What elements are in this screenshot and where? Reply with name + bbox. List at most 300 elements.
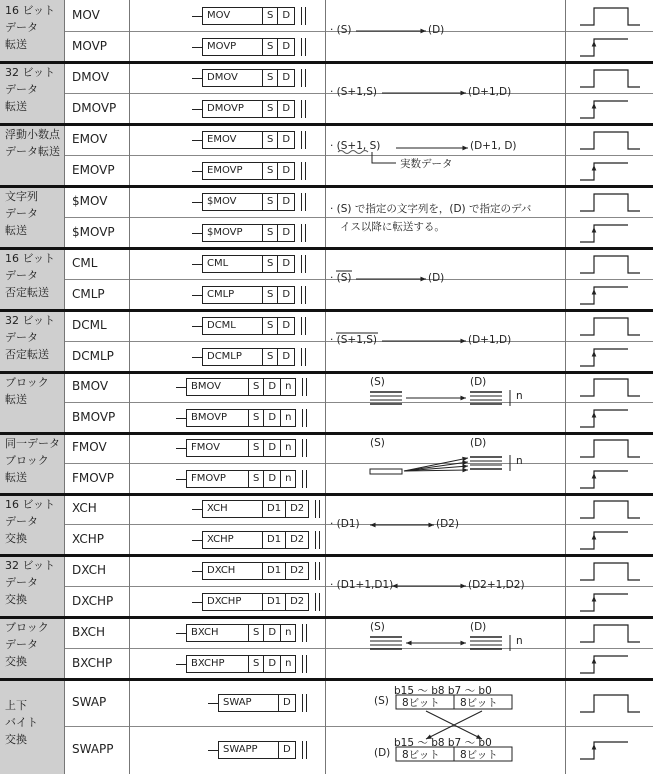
ladder-operand: S	[263, 101, 278, 117]
ladder-instruction-box	[202, 38, 295, 56]
ladder-symbol-cell	[130, 248, 326, 279]
real-data-note: 実数データ	[400, 158, 453, 170]
processing-cell	[326, 62, 566, 124]
category-cell	[0, 433, 65, 494]
ladder-instruction-box	[202, 531, 309, 549]
ladder-symbol	[192, 7, 306, 25]
ladder-operand: S	[263, 225, 278, 241]
ladder-symbol-cell	[130, 726, 326, 774]
instruction-name: XCH	[65, 494, 130, 524]
ladder-symbol-cell	[130, 62, 326, 93]
instruction-name: EMOVP	[65, 155, 130, 186]
source-label: · (S+1, S)	[330, 140, 381, 152]
execution-rising-edge-icon	[566, 279, 653, 310]
ladder-symbol-cell	[130, 186, 326, 217]
processing-diagram	[326, 186, 566, 248]
waveform-line	[580, 471, 628, 488]
swap-source-label: (S)	[374, 695, 389, 707]
ladder-symbol-cell	[130, 124, 326, 155]
ladder-symbol	[192, 317, 306, 335]
ladder-symbol	[192, 131, 306, 149]
ladder-end-bracket	[301, 255, 306, 273]
ladder-operand: S	[249, 440, 264, 456]
execution-always-on-icon	[566, 679, 653, 726]
destination-label: (D)	[428, 272, 445, 284]
ladder-operand: D1	[263, 594, 286, 610]
ladder-instruction-box	[202, 69, 295, 87]
waveform-line	[580, 256, 640, 273]
ladder-wire	[208, 703, 218, 704]
ladder-mnemonic: EMOVP	[203, 163, 263, 179]
ladder-symbol-cell	[130, 524, 326, 555]
high-byte-label: 8ビット	[402, 697, 440, 709]
execution-waveform	[566, 463, 653, 494]
count-label: n	[516, 635, 523, 647]
execution-waveform	[566, 726, 653, 774]
group-divider	[0, 493, 653, 496]
ladder-wire	[192, 78, 202, 79]
ladder-operand: D	[264, 471, 281, 487]
ladder-end-bracket	[301, 100, 306, 118]
ladder-wire	[192, 571, 202, 572]
instruction-name: DMOV	[65, 62, 130, 93]
ladder-operand: n	[285, 473, 292, 484]
destination-label: (D+1, D)	[470, 140, 517, 152]
ladder-operand: S	[263, 70, 278, 86]
instruction-name: XCHP	[65, 524, 130, 555]
ladder-mnemonic: DCMLP	[203, 349, 263, 365]
category-label: 否定転送	[5, 286, 49, 299]
execution-always-on-icon	[566, 617, 653, 648]
group-divider	[0, 185, 653, 188]
ladder-operand: D	[282, 351, 291, 362]
execution-waveform	[566, 433, 653, 463]
execution-always-on-icon	[566, 0, 653, 31]
instruction-name: DXCHP	[65, 586, 130, 617]
ladder-mnemonic: BMOV	[187, 379, 249, 395]
ladder-wire	[192, 140, 202, 141]
ladder-end-bracket	[301, 162, 306, 180]
bit-header-bottom: b15 〜 b8 b7 〜 b0	[394, 737, 492, 749]
waveform-line	[580, 501, 640, 518]
execution-waveform	[566, 0, 653, 31]
execution-rising-edge-icon	[566, 648, 653, 679]
rising-edge-arrow-head	[592, 473, 597, 479]
category-label: データ	[5, 207, 38, 220]
execution-rising-edge-icon	[566, 463, 653, 494]
category-label: データ	[5, 576, 38, 589]
execution-waveform	[566, 93, 653, 124]
ladder-operand: D1	[263, 501, 286, 517]
exchange-arrow-left-head	[406, 641, 412, 646]
ladder-instruction-box	[202, 224, 295, 242]
note-leader	[372, 152, 396, 163]
ladder-symbol	[176, 624, 307, 642]
instruction-name: DMOVP	[65, 93, 130, 124]
ladder-end-bracket	[301, 317, 306, 335]
ladder-operand: S	[249, 625, 264, 641]
destination-label: (D)	[470, 437, 487, 449]
ladder-operand: S	[249, 410, 264, 426]
ladder-wire	[192, 109, 202, 110]
ladder-wire	[192, 47, 202, 48]
destination-label: (D+1,D)	[468, 86, 512, 98]
ladder-mnemonic: XCH	[203, 501, 263, 517]
ladder-wire	[192, 264, 202, 265]
ladder-operand: D	[282, 289, 291, 300]
instruction-name: DXCH	[65, 555, 130, 586]
category-label: ブロック	[5, 376, 49, 389]
execution-always-on-icon	[566, 372, 653, 402]
group-divider	[0, 309, 653, 312]
execution-rising-edge-icon	[566, 524, 653, 555]
waveform-line	[580, 287, 628, 304]
category-cell	[0, 617, 65, 679]
rising-edge-arrow-head	[592, 412, 597, 418]
ladder-end-bracket	[315, 562, 320, 580]
ladder-end-bracket	[315, 593, 320, 611]
ladder-operand: D	[282, 320, 291, 331]
ladder-mnemonic: MOV	[203, 8, 263, 24]
waveform-line	[580, 132, 640, 149]
ladder-end-bracket	[301, 131, 306, 149]
source-label: · (S)	[330, 272, 352, 284]
execution-waveform	[566, 494, 653, 524]
category-label: 交換	[5, 655, 27, 668]
ladder-end-bracket	[302, 470, 307, 488]
ladder-operand: D	[264, 410, 281, 426]
ladder-end-bracket	[302, 655, 307, 673]
execution-waveform	[566, 310, 653, 341]
ladder-end-bracket	[301, 286, 306, 304]
ladder-instruction-box	[186, 624, 296, 642]
ladder-operand: S	[263, 318, 278, 334]
category-label: 浮動小数点	[5, 128, 60, 141]
category-label: 転送	[5, 100, 27, 113]
first-device-label: · (D1+1,D1)	[330, 579, 394, 591]
swap-dest-label: (D)	[374, 747, 391, 759]
ladder-symbol	[176, 409, 307, 427]
source-label: · (S)	[330, 24, 352, 36]
ladder-operand: D	[282, 258, 291, 269]
ladder-instruction-box	[202, 317, 295, 335]
rising-edge-arrow-head	[592, 658, 597, 664]
processing-cell	[326, 617, 566, 679]
source-cell	[370, 469, 402, 474]
category-label: 16 ビット	[5, 498, 56, 511]
execution-always-on-icon	[566, 248, 653, 279]
ladder-wire	[176, 387, 186, 388]
processing-cell	[326, 679, 566, 774]
bit-header-top: b15 〜 b8 b7 〜 b0	[394, 685, 492, 697]
ladder-end-bracket	[301, 348, 306, 366]
category-label: データ	[5, 515, 38, 528]
fill-arrow-head	[462, 468, 468, 473]
category-label: 否定転送	[5, 348, 49, 361]
category-label: 16 ビット	[5, 4, 56, 17]
execution-waveform	[566, 402, 653, 433]
instruction-name: FMOVP	[65, 463, 130, 494]
ladder-mnemonic: MOVP	[203, 39, 263, 55]
category-label: データ転送	[5, 145, 60, 158]
category-cell	[0, 186, 65, 248]
category-label: 転送	[5, 471, 27, 484]
ladder-symbol-cell	[130, 310, 326, 341]
ladder-end-bracket	[302, 409, 307, 427]
rising-edge-arrow-head	[592, 41, 597, 47]
ladder-symbol-cell	[130, 648, 326, 679]
ladder-instruction-box	[218, 741, 296, 759]
instruction-name: MOVP	[65, 31, 130, 62]
execution-always-on-icon	[566, 186, 653, 217]
ladder-mnemonic: DMOVP	[203, 101, 263, 117]
source-label: (S)	[370, 621, 385, 633]
category-cell	[0, 555, 65, 617]
ladder-symbol	[192, 193, 306, 211]
ladder-mnemonic: EMOV	[203, 132, 263, 148]
waveform-line	[580, 532, 628, 549]
category-label: 32 ビット	[5, 559, 56, 572]
instruction-name: $MOVP	[65, 217, 130, 248]
group-divider	[0, 616, 653, 619]
ladder-instruction-box	[202, 131, 295, 149]
ladder-instruction-box	[202, 255, 295, 273]
ladder-end-bracket	[315, 500, 320, 518]
transfer-arrow-head	[460, 396, 466, 401]
ladder-end-bracket	[301, 38, 306, 56]
ladder-wire	[192, 171, 202, 172]
ladder-instruction-box	[202, 100, 295, 118]
category-label: 文字列	[5, 190, 38, 203]
processing-cell	[326, 124, 566, 186]
ladder-operand: D	[282, 103, 291, 114]
ladder-symbol-cell	[130, 617, 326, 648]
ladder-end-bracket	[302, 439, 307, 457]
instruction-name: EMOV	[65, 124, 130, 155]
ladder-symbol-cell	[130, 402, 326, 433]
waveform-line	[580, 410, 628, 427]
instruction-name: SWAP	[65, 679, 130, 726]
ladder-operand: n	[285, 658, 292, 669]
category-label: データ	[5, 638, 38, 651]
instruction-name: BXCH	[65, 617, 130, 648]
ladder-operand: D	[264, 656, 281, 672]
category-label: 上下	[5, 699, 27, 712]
ladder-wire	[176, 418, 186, 419]
execution-waveform	[566, 248, 653, 279]
ladder-instruction-box	[186, 470, 296, 488]
ladder-operand: D2	[290, 503, 305, 514]
waveform-line	[580, 225, 628, 242]
category-label: データ	[5, 269, 38, 282]
ladder-mnemonic: SWAP	[219, 695, 279, 711]
ladder-wire	[192, 16, 202, 17]
category-label: 交換	[5, 733, 27, 746]
ladder-operand: S	[249, 656, 264, 672]
destination-label: (D+1,D)	[468, 334, 512, 346]
ladder-symbol-cell	[130, 31, 326, 62]
ladder-operand: D	[282, 10, 291, 21]
processing-cell	[326, 372, 566, 433]
category-label: 転送	[5, 38, 27, 51]
ladder-mnemonic: CML	[203, 256, 263, 272]
second-device-label: (D2)	[436, 518, 459, 530]
waveform-line	[580, 194, 640, 211]
ladder-operand: n	[285, 412, 292, 423]
ladder-symbol-cell	[130, 586, 326, 617]
processing-cell	[326, 433, 566, 494]
instruction-name: BMOV	[65, 372, 130, 402]
ladder-end-bracket	[301, 193, 306, 211]
ladder-operand: D	[282, 72, 291, 83]
group-divider	[0, 123, 653, 126]
ladder-mnemonic: FMOVP	[187, 471, 249, 487]
transfer-arrow-head	[420, 277, 426, 282]
ladder-symbol-cell	[130, 679, 326, 726]
processing-diagram	[326, 0, 566, 62]
execution-rising-edge-icon	[566, 341, 653, 372]
ladder-instruction-box	[186, 655, 296, 673]
category-label: 交換	[5, 593, 27, 606]
waveform-line	[580, 318, 640, 335]
rising-edge-arrow-head	[592, 165, 597, 171]
ladder-instruction-box	[218, 694, 296, 712]
instruction-name: $MOV	[65, 186, 130, 217]
execution-always-on-icon	[566, 494, 653, 524]
ladder-instruction-box	[202, 7, 295, 25]
category-label: ブロック	[5, 454, 49, 467]
execution-always-on-icon	[566, 433, 653, 463]
ladder-symbol-cell	[130, 93, 326, 124]
execution-waveform	[566, 62, 653, 93]
processing-cell	[326, 310, 566, 372]
ladder-mnemonic: FMOV	[187, 440, 249, 456]
ladder-symbol-cell	[130, 494, 326, 524]
ladder-symbol	[208, 741, 307, 759]
description-line-1: · (S) で指定の文字列を，(D) で指定のデバ	[330, 203, 532, 215]
ladder-instruction-box	[202, 162, 295, 180]
ladder-operand: S	[263, 256, 278, 272]
ladder-mnemonic: $MOVP	[203, 225, 263, 241]
ladder-symbol	[192, 348, 306, 366]
execution-waveform	[566, 341, 653, 372]
rising-edge-arrow-head	[592, 103, 597, 109]
ladder-operand: D	[282, 41, 291, 52]
execution-rising-edge-icon	[566, 155, 653, 186]
ladder-wire	[176, 633, 186, 634]
waveform-line	[580, 349, 628, 366]
execution-waveform	[566, 372, 653, 402]
ladder-end-bracket	[302, 378, 307, 396]
ladder-operand: D2	[290, 596, 305, 607]
fill-arrow	[404, 458, 468, 471]
ladder-symbol	[192, 255, 306, 273]
ladder-wire	[192, 540, 202, 541]
processing-diagram	[326, 433, 566, 494]
ladder-operand: D	[282, 227, 291, 238]
dest-low-byte-label: 8ビット	[460, 749, 498, 761]
category-label: 32 ビット	[5, 66, 56, 79]
rising-edge-arrow-head	[592, 227, 597, 233]
ladder-operand: n	[285, 442, 292, 453]
ladder-wire	[176, 448, 186, 449]
ladder-symbol-cell	[130, 463, 326, 494]
execution-waveform	[566, 279, 653, 310]
ladder-mnemonic: $MOV	[203, 194, 263, 210]
ladder-symbol	[192, 100, 306, 118]
ladder-symbol-cell	[130, 433, 326, 463]
category-label: 16 ビット	[5, 252, 56, 265]
ladder-operand: D	[264, 440, 281, 456]
category-label: データ	[5, 21, 38, 34]
execution-always-on-icon	[566, 124, 653, 155]
waveform-line	[580, 695, 640, 712]
ladder-symbol	[192, 562, 320, 580]
ladder-instruction-box	[202, 593, 309, 611]
execution-always-on-icon	[566, 310, 653, 341]
ladder-symbol	[192, 69, 306, 87]
instruction-name: SWAPP	[65, 726, 130, 774]
rising-edge-arrow-head	[592, 289, 597, 295]
ladder-operand: D	[264, 625, 281, 641]
ladder-wire	[192, 357, 202, 358]
ladder-symbol	[192, 38, 306, 56]
category-label: ブロック	[5, 621, 49, 634]
execution-rising-edge-icon	[566, 93, 653, 124]
waveform-line	[580, 656, 628, 673]
ladder-instruction-box	[186, 409, 296, 427]
ladder-mnemonic: DCML	[203, 318, 263, 334]
ladder-symbol-cell	[130, 341, 326, 372]
category-cell	[0, 0, 65, 62]
processing-diagram	[326, 124, 566, 186]
ladder-end-bracket	[302, 741, 307, 759]
source-label: · (S+1,S)	[330, 86, 378, 98]
ladder-operand: D	[264, 379, 281, 395]
waveform-line	[580, 101, 628, 118]
ladder-operand: S	[263, 349, 278, 365]
processing-diagram	[326, 372, 566, 433]
ladder-wire	[176, 479, 186, 480]
ladder-symbol-cell	[130, 217, 326, 248]
ladder-instruction-box	[202, 286, 295, 304]
ladder-operand: D	[282, 165, 291, 176]
category-label: 32 ビット	[5, 314, 56, 327]
description-line-2: イス以降に転送する。	[340, 221, 445, 233]
waveform-line	[580, 70, 640, 87]
ladder-end-bracket	[301, 69, 306, 87]
ladder-wire	[176, 664, 186, 665]
execution-waveform	[566, 155, 653, 186]
execution-waveform	[566, 31, 653, 62]
waveform-line	[580, 625, 640, 642]
ladder-wire	[192, 295, 202, 296]
rising-edge-arrow-head	[592, 534, 597, 540]
instruction-name: DCML	[65, 310, 130, 341]
category-cell	[0, 124, 65, 186]
processing-cell	[326, 494, 566, 555]
source-label: · (S+1,S)	[330, 334, 378, 346]
count-label: n	[516, 455, 523, 467]
ladder-wire	[192, 233, 202, 234]
ladder-operand: D2	[290, 565, 305, 576]
instruction-name: CMLP	[65, 279, 130, 310]
category-cell	[0, 679, 65, 774]
ladder-end-bracket	[302, 694, 307, 712]
dest-high-byte-label: 8ビット	[402, 749, 440, 761]
transfer-arrow-head	[460, 339, 466, 344]
low-byte-label: 8ビット	[460, 697, 498, 709]
